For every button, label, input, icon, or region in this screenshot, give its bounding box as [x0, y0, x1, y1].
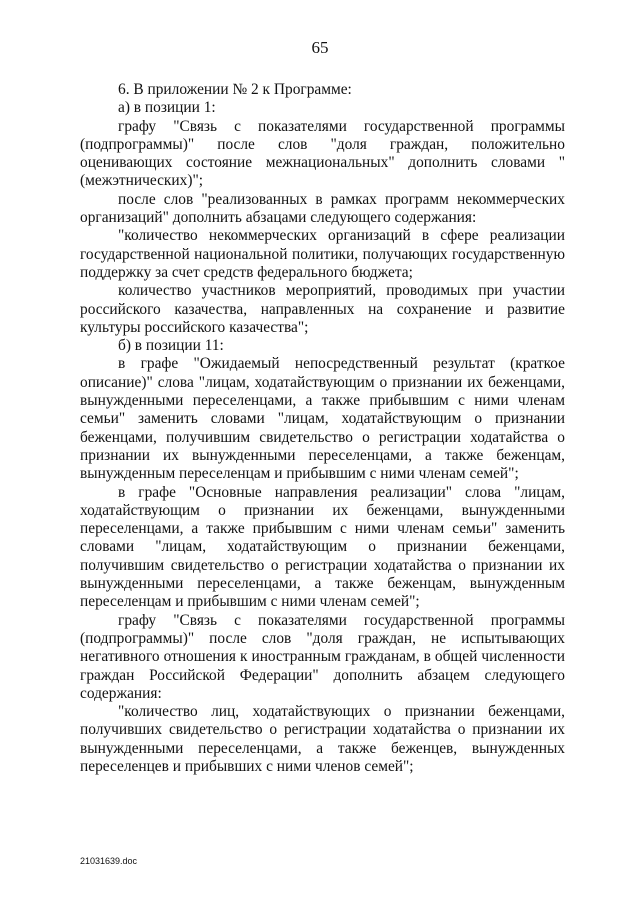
- paragraph: графу "Связь с показателями государственной программы (подпрограммы)" после слов "доля граждан, не испытывающих негативного отношения к иностранным гражданам, в общей численности граждан Российской Федерации" дополнить абзацем следующего содержания:: [80, 611, 565, 702]
- paragraph: после слов "реализованных в рамках программ некоммерческих организаций" дополнить абзацами следующего содержания:: [80, 190, 565, 227]
- paragraph: в графе "Ожидаемый непосредственный результат (краткое описание)" слова "лицам, ходатайствующим о признании их беженцами, вынужденными переселенцами, а также прибывшим с ними членам семьи" заменить словами "лицам, ходатайствующим о признании беженцами, получившим свидетельство о регистрации ходатайства о признании их вынужденными переселенцами, а также беженцам, вынужденным переселенцам и прибывшим с ними членам семей";: [80, 355, 565, 483]
- paragraph: а) в позиции 1:: [118, 99, 216, 117]
- document-body: [80, 81, 565, 776]
- page-number: 65: [311, 38, 329, 57]
- paragraph: графу "Связь с показателями государственной программы (подпрограммы)" после слов "доля граждан, положительно оценивающих состояние межнациональных" дополнить словами "(межэтнических)";: [80, 117, 565, 190]
- footer-filename: 21031639.doc: [80, 856, 138, 866]
- paragraph: количество участников мероприятий, проводимых при участии российского казачества, направленных на сохранение и развитие культуры российского казачества";: [80, 282, 565, 336]
- paragraph: 6. В приложении № 2 к Программе:: [118, 81, 352, 98]
- paragraph: в графе "Основные направления реализации" слова "лицам, ходатайствующим о признании их беженцами, вынужденными переселенцами, а также прибывшим с ними членам семьи" заменить словами "лицам, ходатайствующим о признании беженцами, получившим свидетельство о регистрации ходатайства о признании их вынужденными переселенцами, а также беженцам, вынужденным переселенцам и прибывшим с ними членам семей";: [80, 483, 565, 611]
- paragraph: "количество некоммерческих организаций в сфере реализации государственной национальной политики, получающих государственную поддержку за счет средств федерального бюджета;: [80, 227, 565, 281]
- paragraph: б) в позиции 11:: [118, 337, 224, 355]
- paragraph: "количество лиц, ходатайствующих о признании беженцами, получивших свидетельство о регистрации ходатайства о признании их вынужденными переселенцами, а также беженцев, вынужденных переселенцев и прибывших с ними членов семей";: [80, 703, 565, 775]
